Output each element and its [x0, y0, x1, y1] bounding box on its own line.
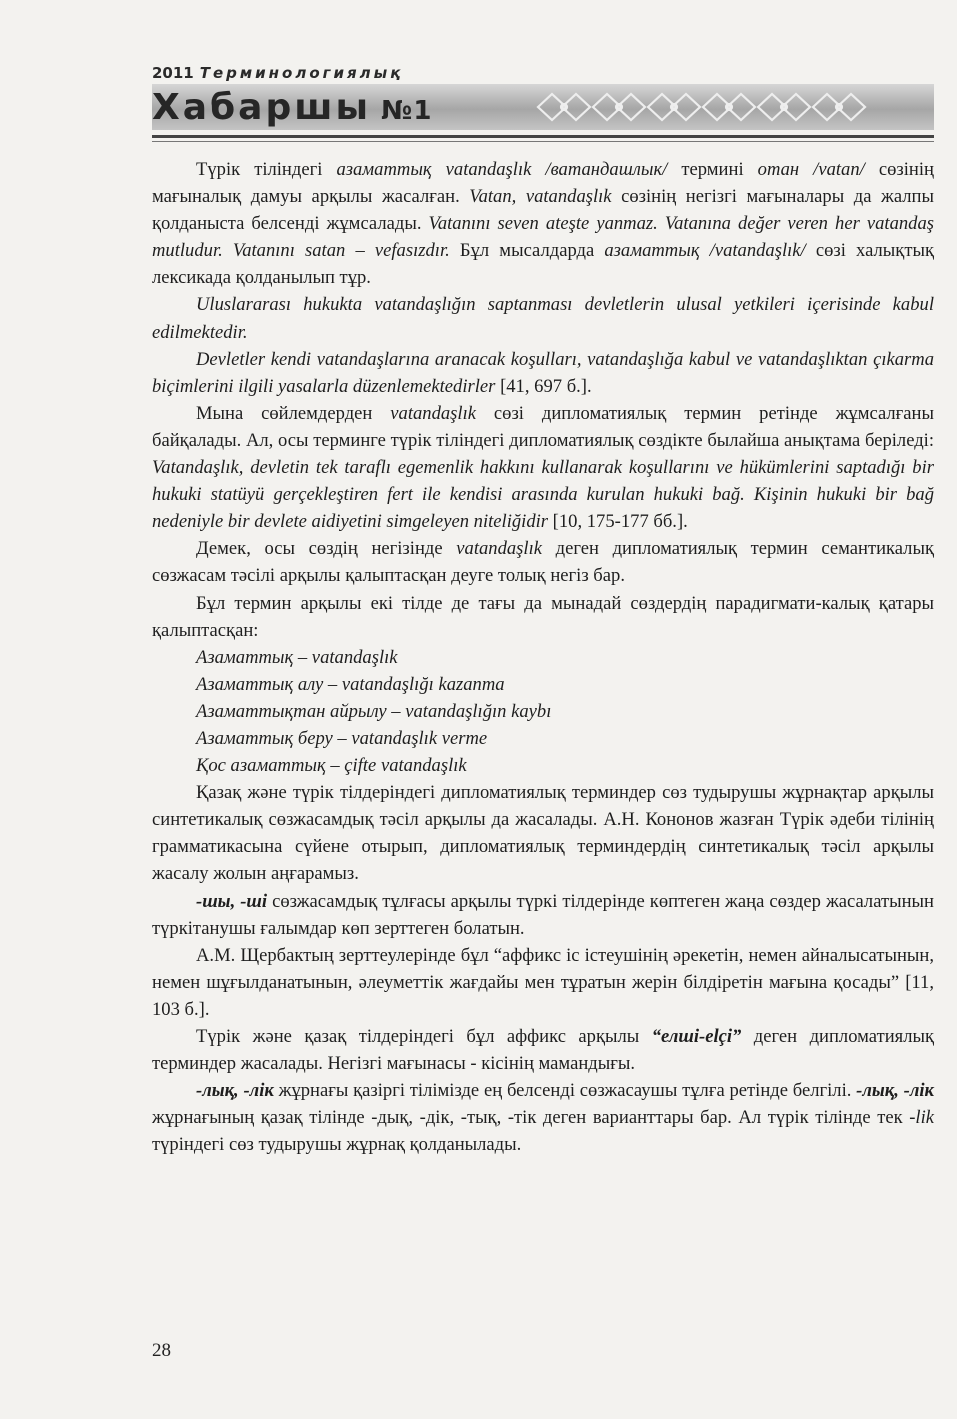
journal-year-line: [152, 64, 403, 82]
paragraph: [152, 1077, 934, 1158]
text-run: [41, 697 б.].: [495, 375, 592, 397]
journal-title-word1: Терминологиялық: [199, 64, 404, 82]
ornament-dot: [836, 104, 842, 110]
header-rule-thin: [152, 141, 934, 142]
ornament-dot: [726, 104, 732, 110]
paragraph: [152, 346, 934, 400]
text-run: vatandaşlık: [456, 538, 542, 560]
journal-year: 2011: [152, 64, 194, 82]
paragraph: [152, 942, 934, 1023]
ornament-dot: [561, 104, 567, 110]
text-run: деген дипломатиялық терминдер жасалады. Негізгі мағынасы - кісінің мамандығы.: [152, 1026, 934, 1075]
paragraph: [152, 291, 934, 345]
example-line: Қос азаматтық – çifte vatandaşlık: [196, 755, 467, 777]
text-run: сөзі дипломатиялық термин ретінде жұмсалғаны байқалады. Ал, осы терминге түрік тіліндегі дипломатиялық сөздікте былайша анықтама беріледі:: [152, 402, 934, 451]
text-run: -лық, -лік: [856, 1080, 934, 1102]
text-run: Түрік және қазақ тілдеріндегі бұл аффикс арқылы: [196, 1026, 652, 1047]
example-line: Азаматтықтан айрылу – vatandaşlığın kaybı: [196, 700, 552, 722]
text-run: сөзжасамдық тұлғасы арқылы түркі тілдерінде көптеген жаңа сөздер жасалатынын түркітанушы ғалымдар көп зерттеген болатын.: [152, 890, 934, 939]
paragraph: [152, 779, 934, 887]
text-run: жұрнағы қазіргі тілімізде ең белсенді сөзжасаушы тұлға ретінде белгілі.: [273, 1080, 857, 1102]
text-run: азаматтық /vatandaşlık/: [604, 240, 806, 262]
text-run: деген дипломатиялық термин семантикалық сөзжасам тәсілі арқылы қалыптасқан деуге толық негіз бар.: [152, 538, 934, 587]
journal-title: [152, 86, 432, 133]
example-list: [152, 644, 934, 779]
paragraph: [152, 400, 934, 535]
text-run: Демек, осы сөздің негізінде: [196, 538, 457, 560]
journal-header: [152, 60, 934, 170]
ornament-dot: [671, 104, 677, 110]
paragraph: [152, 1023, 934, 1077]
text-run: Vatandaşlık, devletin tek taraflı egemenlik hakkını kullanarak koşullarını ve hükümlerini saptadığı bir hukuki statüyü gerçekleştiren fert ile kendisi arasında kurulan hukuki bağ. Kişinin hukuki bir bağ nedeniyle bir devlete aidiyetini simgeleyen niteliğidir: [152, 457, 934, 533]
text-run: азаматтық vatandaşlık /ватандашлык/: [336, 159, 668, 180]
paragraph-group-2: [152, 779, 934, 1158]
text-run: -lik: [909, 1107, 934, 1129]
example-line: Азаматтық алу – vatandaşlığı kazanma: [196, 673, 505, 695]
text-run: -шы, -ші: [196, 890, 268, 912]
text-run: А.М. Щербактың зерттеулерінде бұл “аффикс іс істеушінің әрекетін, немен айналысатынын, немен шұғылданатынын, әлеуметтік жағдайы мен тұратын жерін білдіретін мағына қосады” [11, 103 б.].: [152, 944, 934, 1020]
journal-title-word2: Хабаршы: [152, 87, 372, 128]
example-line: Азаматтық – vatandaşlık: [196, 646, 398, 668]
text-run: сөзінің мағыналық дамуы арқылы жасалған.: [152, 159, 935, 208]
ornament-pattern-icon: [532, 88, 872, 126]
text-run: жұрнағының қазақ тілінде -дық, -дік, -тық, -тік деген варианттары бар. Ал түрік тілінде тек: [152, 1107, 910, 1129]
example-line: Азаматтық беру – vatandaşlık verme: [196, 727, 488, 749]
paragraph: [152, 888, 934, 942]
text-run: Vatan, vatandaşlık: [469, 186, 612, 208]
text-run: термині: [667, 159, 758, 180]
text-run: Қазақ және түрік тілдеріндегі дипломатиялық терминдер сөз тудырушы жұрнақтар арқылы синтетикалық сөзжасамдық тәсіл арқылы да жасалады. А.Н. Кононов жазған Түрік әдеби тілінің грамматикасына сүйене отырып, дипломатиялық терминдердің синтетикалық тәсіл арқылы жасалу жолын аңғарамыз.: [152, 782, 934, 885]
journal-issue: №1: [381, 96, 433, 126]
paragraph: [152, 535, 934, 589]
paragraph: [152, 156, 934, 291]
ornament-dot: [616, 104, 622, 110]
text-run: “елші-elçi”: [651, 1026, 742, 1047]
text-run: Мына сөйлемдерден: [196, 402, 391, 424]
text-run: Түрік тіліндегі: [196, 159, 337, 180]
text-run: vatandaşlık: [390, 402, 476, 424]
text-run: сөзі халықтық лексикада қолданылып тұр.: [152, 240, 934, 289]
text-run: Devletler kendi vatandaşlarına aranacak koşulları, vatandaşlığa kabul ve vatandaşlıktan çıkarma biçimlerini ilgili yasalarla düzenlemektedirler: [152, 348, 934, 397]
text-run: [10, 175-177 бб.].: [548, 511, 688, 533]
paragraph-group-1: [152, 156, 934, 644]
text-run: Бұл термин арқылы екі тілде де тағы да мынадай сөздердің парадигмати-калық қатары қалыптасқан:: [152, 592, 934, 641]
ornament-dot: [781, 104, 787, 110]
text-run: сөзінің негізгі мағыналары да жалпы қолданыста белсенді жұмсалады.: [152, 186, 934, 235]
text-run: -лық, -лік: [196, 1080, 274, 1102]
text-run: отан /vatan/: [757, 159, 865, 180]
page-number: 28: [152, 1340, 171, 1361]
text-run: Бұл мысалдарда: [449, 240, 605, 262]
article-body: [152, 156, 934, 1158]
paragraph: [152, 590, 934, 644]
header-rule-thick: [152, 135, 934, 138]
text-run: Uluslararası hukukta vatandaşlığın saptanması devletlerin ulusal yetkileri içerisinde kabul edilmektedir.: [152, 294, 934, 343]
text-run: түріндегі сөз тудырушы жұрнақ қолданылады.: [152, 1134, 522, 1156]
text-run: Vatanını seven ateşte yanmaz. Vatanına değer veren her vatandaş mutludur. Vatanını satan – vefasızdır.: [152, 213, 934, 262]
